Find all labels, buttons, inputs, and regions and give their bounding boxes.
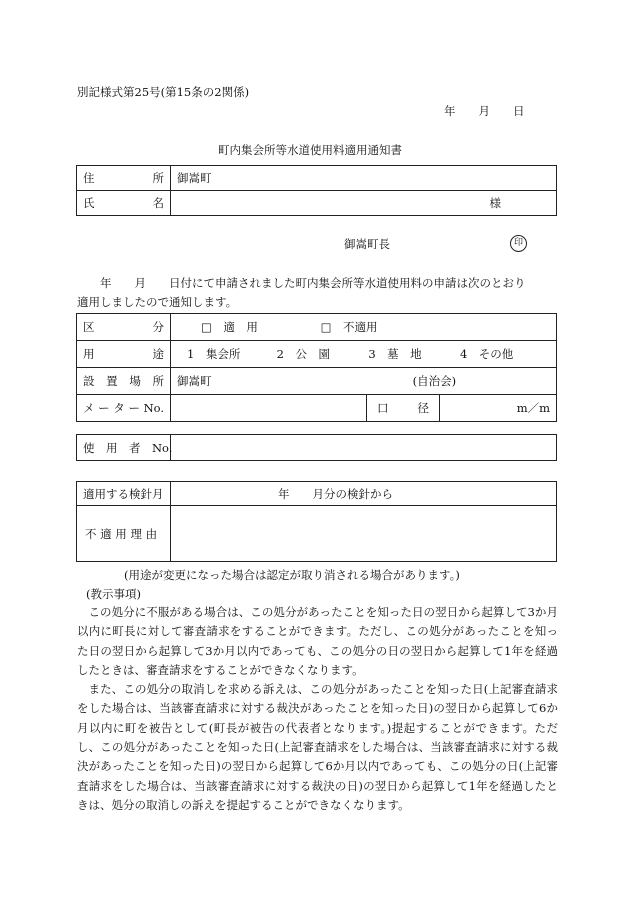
diameter-value[interactable] — [440, 395, 557, 422]
issuer-title: 御嵩町長 — [344, 237, 390, 251]
honorific: 様 — [489, 196, 501, 210]
option-apply[interactable]: □ 適 用 — [201, 320, 258, 334]
option-not-apply[interactable]: □ 不適用 — [320, 320, 378, 334]
user-number-value[interactable] — [171, 435, 557, 461]
location-label: 設 置 場 所 — [77, 368, 171, 395]
address-value[interactable]: 御嵩町 — [171, 166, 557, 191]
seal-mark: 印 — [510, 235, 527, 252]
usage-label: 用 途 — [77, 341, 171, 368]
notice-heading: (教示事項) — [86, 587, 141, 601]
location-suffix: (自治会) — [412, 374, 457, 388]
change-note: (用途が変更になった場合は認定が取り消される場合があります。) — [124, 568, 460, 582]
document-title: 町内集会所等水道使用料適用通知書 — [218, 143, 402, 157]
reading-table — [76, 481, 557, 562]
recipient-table — [76, 165, 557, 216]
meter-value[interactable] — [171, 395, 367, 422]
reason-value[interactable] — [171, 506, 557, 562]
notice-paragraph-2: また、この処分の取消しを求める訴えは、この処分があったことを知った日(上記審査請求をした場合は、当該審査請求に対する裁決があったことを知った日)の翌日から起算して6か月以内に町を被告として(町長が被告の代表者となります。)提起することができます。ただし、この処分があったことを知った日(上記審査請求をした場合は、当該審査請求に対する裁決があったことを知った日)の翌日から起算して6か月以内であっても、この処分の日(上記審査請求をした場合は、当該審査請求に対する裁決の日)の翌日から起算して1年を経過したときは、処分の取消しの訴えを提起することができなくなります。 — [77, 682, 558, 812]
reading-month-value[interactable]: 年 月分の検針から — [171, 482, 557, 506]
user-table — [76, 434, 557, 461]
category-label: 区 分 — [77, 314, 171, 341]
diameter-label: 口 径 — [367, 395, 440, 422]
category-options — [171, 314, 557, 341]
intro-line-1: 年 月 日付にて申請されました町内集会所等水道使用料の申請は次のとおり — [77, 276, 526, 290]
user-number-label: 使 用 者 No. — [77, 435, 171, 461]
details-table — [76, 313, 557, 422]
reading-month-label: 適用する検針月 — [77, 482, 171, 506]
address-label: 住 所 — [77, 166, 171, 191]
intro-line-2: 適用しましたので通知します。 — [77, 295, 238, 309]
name-label: 氏 名 — [77, 191, 171, 216]
form-number: 別記様式第25号(第15条の2関係) — [77, 85, 250, 99]
location-value[interactable]: 御嵩町 (自治会) — [171, 368, 557, 395]
usage-option-hall[interactable]: 1 集会所 — [187, 347, 241, 361]
notice-body — [77, 603, 558, 815]
diameter-unit: m／m — [516, 401, 550, 415]
reason-label: 不 適 用 理 由 — [77, 506, 171, 562]
usage-option-cemetery[interactable]: 3 墓 地 — [368, 347, 422, 361]
meter-label: メ ー タ ー No. — [77, 395, 171, 422]
usage-option-park[interactable]: 2 公 園 — [276, 347, 330, 361]
usage-option-other[interactable]: 4 その他 — [459, 347, 514, 361]
usage-options — [171, 341, 557, 368]
notice-paragraph-1: この処分に不服がある場合は、この処分があったことを知った日の翌日から起算して3か月以内に町長に対して審査請求をすることができます。ただし、この処分があったことを知った日の翌日から起算して3か月以内であっても、この処分の日の翌日から起算して1年を経過したときは、審査請求をすることができなくなります。 — [77, 605, 558, 677]
name-value[interactable] — [171, 191, 557, 216]
issue-date: 年 月 日 — [444, 104, 525, 118]
